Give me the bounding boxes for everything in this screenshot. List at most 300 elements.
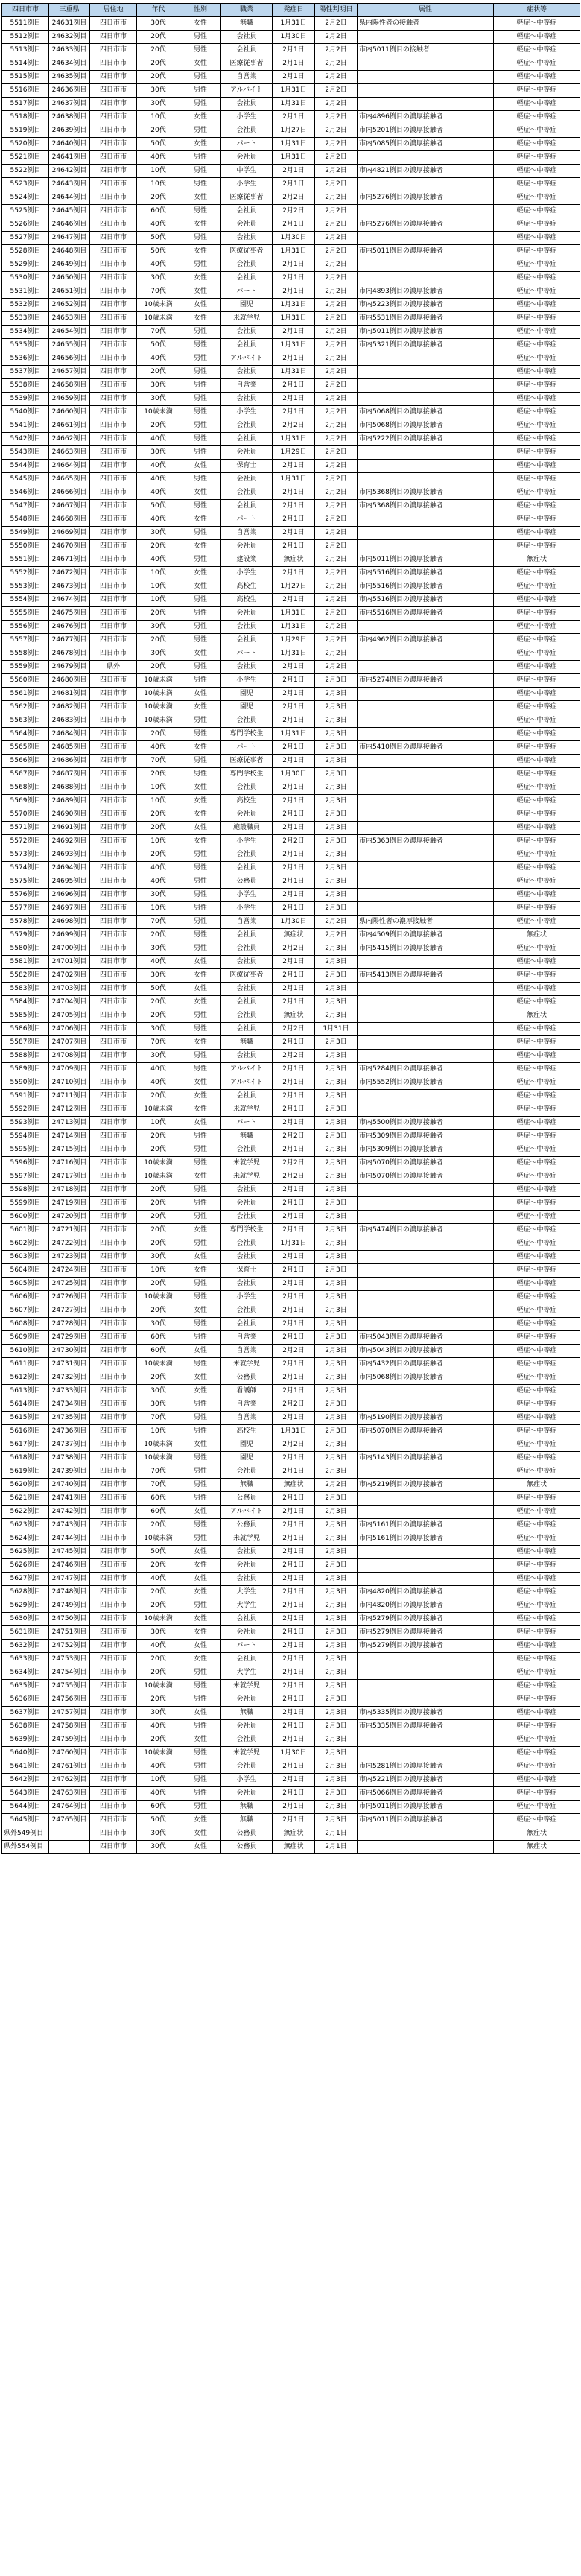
cell-occupation: 小学生 bbox=[221, 902, 273, 916]
cell-sex: 女性 bbox=[180, 647, 221, 661]
cell-symptoms: 軽症～中等症 bbox=[494, 527, 580, 540]
cell-occupation: 高校生 bbox=[221, 580, 273, 594]
cell-mie-no: 24697例目 bbox=[49, 902, 90, 916]
table-row bbox=[2, 299, 580, 312]
cell-positive-date: 2月3日 bbox=[315, 781, 358, 795]
cell-yokkaichi-no: 5611例目 bbox=[2, 1358, 49, 1371]
cell-attribute bbox=[358, 1693, 494, 1707]
cell-attribute bbox=[358, 1465, 494, 1479]
cell-sex: 男性 bbox=[180, 594, 221, 607]
cell-positive-date: 2月3日 bbox=[315, 1264, 358, 1278]
cell-symptoms: 軽症～中等症 bbox=[494, 366, 580, 379]
cell-yokkaichi-no: 5542例目 bbox=[2, 433, 49, 446]
cell-age: 30代 bbox=[137, 1398, 180, 1412]
cell-attribute: 市内5221例目の濃厚接触者 bbox=[358, 1774, 494, 1787]
cell-yokkaichi-no: 5618例目 bbox=[2, 1452, 49, 1465]
cell-yokkaichi-no: 5546例目 bbox=[2, 486, 49, 500]
cell-symptoms: 軽症～中等症 bbox=[494, 1573, 580, 1586]
table-row bbox=[2, 17, 580, 31]
cell-attribute: 市内5279例目の濃厚接触者 bbox=[358, 1640, 494, 1653]
cell-onset-date: 1月31日 bbox=[273, 312, 315, 326]
cell-occupation: 会社員 bbox=[221, 808, 273, 822]
cell-occupation: 会社員 bbox=[221, 1318, 273, 1331]
cell-yokkaichi-no: 5640例目 bbox=[2, 1747, 49, 1760]
cell-positive-date: 2月3日 bbox=[315, 1036, 358, 1050]
cell-mie-no: 24761例目 bbox=[49, 1760, 90, 1774]
cell-sex: 男性 bbox=[180, 1680, 221, 1693]
cell-occupation: 医療従事者 bbox=[221, 191, 273, 205]
cell-attribute: 市内5309例目の濃厚接触者 bbox=[358, 1130, 494, 1143]
cell-symptoms: 軽症～中等症 bbox=[494, 969, 580, 983]
cell-age: 40代 bbox=[137, 1787, 180, 1801]
cell-age: 30代 bbox=[137, 1827, 180, 1841]
cell-sex: 男性 bbox=[180, 393, 221, 406]
cell-onset-date: 2月1日 bbox=[273, 1117, 315, 1130]
cell-attribute: 市内5474例目の濃厚接触者 bbox=[358, 1224, 494, 1237]
cell-yokkaichi-no: 5541例目 bbox=[2, 419, 49, 433]
cell-attribute bbox=[358, 1251, 494, 1264]
cell-attribute: 市内5161例目の濃厚接触者 bbox=[358, 1532, 494, 1546]
cell-attribute bbox=[358, 473, 494, 486]
cell-positive-date: 2月3日 bbox=[315, 1425, 358, 1438]
cell-residence: 四日市市 bbox=[90, 1237, 137, 1251]
cell-age: 40代 bbox=[137, 1063, 180, 1076]
cell-positive-date: 2月3日 bbox=[315, 1586, 358, 1599]
cell-yokkaichi-no: 5601例目 bbox=[2, 1224, 49, 1237]
cell-onset-date: 無症状 bbox=[273, 553, 315, 567]
cell-mie-no: 24658例目 bbox=[49, 379, 90, 393]
table-row bbox=[2, 1586, 580, 1599]
cell-occupation: 会社員 bbox=[221, 218, 273, 232]
cell-positive-date: 2月2日 bbox=[315, 379, 358, 393]
cell-onset-date: 2月1日 bbox=[273, 661, 315, 674]
cell-symptoms: 軽症～中等症 bbox=[494, 500, 580, 513]
cell-mie-no: 24702例目 bbox=[49, 969, 90, 983]
cell-age: 20代 bbox=[137, 1130, 180, 1143]
cell-symptoms: 軽症～中等症 bbox=[494, 1452, 580, 1465]
cell-onset-date: 2月1日 bbox=[273, 1814, 315, 1827]
cell-onset-date: 1月31日 bbox=[273, 339, 315, 352]
cell-yokkaichi-no: 5544例目 bbox=[2, 460, 49, 473]
cell-yokkaichi-no: 5604例目 bbox=[2, 1264, 49, 1278]
cell-residence: 四日市市 bbox=[90, 1197, 137, 1211]
cell-onset-date: 2月1日 bbox=[273, 460, 315, 473]
table-row bbox=[2, 1532, 580, 1546]
cell-positive-date: 2月3日 bbox=[315, 1090, 358, 1103]
cell-sex: 女性 bbox=[180, 138, 221, 151]
cell-residence: 四日市市 bbox=[90, 527, 137, 540]
cell-occupation: 会社員 bbox=[221, 1009, 273, 1023]
cell-symptoms: 軽症～中等症 bbox=[494, 151, 580, 165]
cell-positive-date: 2月2日 bbox=[315, 916, 358, 929]
cell-occupation: 無職 bbox=[221, 1707, 273, 1720]
cell-positive-date: 2月2日 bbox=[315, 460, 358, 473]
cell-symptoms: 軽症～中等症 bbox=[494, 1157, 580, 1170]
cell-residence: 四日市市 bbox=[90, 580, 137, 594]
cell-onset-date: 1月31日 bbox=[273, 1237, 315, 1251]
cell-onset-date: 2月1日 bbox=[273, 1211, 315, 1224]
cell-onset-date: 2月2日 bbox=[273, 1157, 315, 1170]
cell-attribute bbox=[358, 1827, 494, 1841]
cell-age: 40代 bbox=[137, 1760, 180, 1774]
cell-mie-no: 24664例目 bbox=[49, 460, 90, 473]
cell-attribute: 市内5143例目の濃厚接触者 bbox=[358, 1452, 494, 1465]
cell-sex: 男性 bbox=[180, 1801, 221, 1814]
cell-occupation: 小学生 bbox=[221, 567, 273, 580]
cell-mie-no: 24738例目 bbox=[49, 1452, 90, 1465]
cell-residence: 四日市市 bbox=[90, 1009, 137, 1023]
cell-yokkaichi-no: 5644例目 bbox=[2, 1801, 49, 1814]
cell-occupation: 自営業 bbox=[221, 527, 273, 540]
cell-residence: 四日市市 bbox=[90, 1278, 137, 1291]
cell-attribute: 市内5552例目の濃厚接触者 bbox=[358, 1076, 494, 1090]
cell-occupation: 会社員 bbox=[221, 634, 273, 647]
cell-mie-no: 24750例目 bbox=[49, 1613, 90, 1626]
cell-symptoms: 軽症～中等症 bbox=[494, 1331, 580, 1345]
cell-age: 20代 bbox=[137, 1197, 180, 1211]
cell-age: 40代 bbox=[137, 1076, 180, 1090]
cell-age: 60代 bbox=[137, 1345, 180, 1358]
cell-attribute bbox=[358, 98, 494, 111]
cell-positive-date: 2月2日 bbox=[315, 607, 358, 621]
cell-positive-date: 1月31日 bbox=[315, 1023, 358, 1036]
cell-yokkaichi-no: 5584例目 bbox=[2, 996, 49, 1009]
cell-age: 40代 bbox=[137, 1573, 180, 1586]
cell-symptoms: 無症状 bbox=[494, 1827, 580, 1841]
cell-mie-no: 24739例目 bbox=[49, 1465, 90, 1479]
cell-onset-date: 2月1日 bbox=[273, 674, 315, 688]
cell-age: 20代 bbox=[137, 191, 180, 205]
cell-attribute bbox=[358, 1197, 494, 1211]
cell-positive-date: 2月2日 bbox=[315, 1479, 358, 1492]
cell-mie-no: 24724例目 bbox=[49, 1264, 90, 1278]
cell-age: 20代 bbox=[137, 1211, 180, 1224]
cell-attribute bbox=[358, 1680, 494, 1693]
cell-onset-date: 1月31日 bbox=[273, 607, 315, 621]
cell-occupation: 施設職員 bbox=[221, 822, 273, 835]
cell-onset-date: 2月1日 bbox=[273, 862, 315, 875]
cell-symptoms: 軽症～中等症 bbox=[494, 1197, 580, 1211]
cell-mie-no: 24742例目 bbox=[49, 1506, 90, 1519]
cell-attribute: 市内5363例目の濃厚接触者 bbox=[358, 835, 494, 848]
cell-mie-no: 24703例目 bbox=[49, 983, 90, 996]
cell-occupation: 会社員 bbox=[221, 339, 273, 352]
cell-onset-date: 2月1日 bbox=[273, 1506, 315, 1519]
table-row bbox=[2, 996, 580, 1009]
cell-symptoms: 軽症～中等症 bbox=[494, 258, 580, 272]
table-row bbox=[2, 1331, 580, 1345]
cell-residence: 四日市市 bbox=[90, 1023, 137, 1036]
cell-positive-date: 2月3日 bbox=[315, 1559, 358, 1573]
cell-yokkaichi-no: 5585例目 bbox=[2, 1009, 49, 1023]
cell-yokkaichi-no: 5578例目 bbox=[2, 916, 49, 929]
table-row bbox=[2, 1599, 580, 1613]
cell-symptoms: 軽症～中等症 bbox=[494, 1787, 580, 1801]
cell-residence: 四日市市 bbox=[90, 1814, 137, 1827]
cell-sex: 女性 bbox=[180, 1559, 221, 1573]
cell-mie-no: 24731例目 bbox=[49, 1358, 90, 1371]
cell-attribute bbox=[358, 540, 494, 553]
table-row bbox=[2, 1720, 580, 1733]
cell-age: 20代 bbox=[137, 1090, 180, 1103]
cell-residence: 四日市市 bbox=[90, 473, 137, 486]
cell-yokkaichi-no: 5594例目 bbox=[2, 1130, 49, 1143]
cell-onset-date: 2月2日 bbox=[273, 1023, 315, 1036]
cell-onset-date: 2月1日 bbox=[273, 393, 315, 406]
cell-symptoms: 軽症～中等症 bbox=[494, 1774, 580, 1787]
cell-occupation: 高校生 bbox=[221, 795, 273, 808]
cell-sex: 女性 bbox=[180, 822, 221, 835]
cell-residence: 四日市市 bbox=[90, 1747, 137, 1760]
cell-symptoms: 軽症～中等症 bbox=[494, 1640, 580, 1653]
cell-occupation: 会社員 bbox=[221, 1760, 273, 1774]
cell-residence: 四日市市 bbox=[90, 942, 137, 956]
cell-positive-date: 2月3日 bbox=[315, 1492, 358, 1506]
cell-mie-no: 24757例目 bbox=[49, 1707, 90, 1720]
cell-occupation: 自営業 bbox=[221, 1398, 273, 1412]
cell-symptoms: 軽症～中等症 bbox=[494, 191, 580, 205]
table-row bbox=[2, 1211, 580, 1224]
cell-onset-date: 2月1日 bbox=[273, 808, 315, 822]
cell-sex: 男性 bbox=[180, 1023, 221, 1036]
cell-sex: 男性 bbox=[180, 1760, 221, 1774]
cell-age: 10代 bbox=[137, 781, 180, 795]
cell-attribute: 市内5068例目の濃厚接触者 bbox=[358, 419, 494, 433]
cell-mie-no: 24705例目 bbox=[49, 1009, 90, 1023]
table-row bbox=[2, 1640, 580, 1653]
table-row bbox=[2, 1170, 580, 1184]
cell-sex: 男性 bbox=[180, 433, 221, 446]
cell-age: 10代 bbox=[137, 902, 180, 916]
cell-positive-date: 2月3日 bbox=[315, 1251, 358, 1264]
cell-sex: 男性 bbox=[180, 902, 221, 916]
cell-positive-date: 2月2日 bbox=[315, 232, 358, 245]
table-row bbox=[2, 714, 580, 728]
cell-occupation: 会社員 bbox=[221, 607, 273, 621]
cell-positive-date: 2月3日 bbox=[315, 688, 358, 701]
cell-age: 30代 bbox=[137, 393, 180, 406]
cell-attribute bbox=[358, 1237, 494, 1251]
cell-mie-no: 24729例目 bbox=[49, 1331, 90, 1345]
cell-mie-no: 24765例目 bbox=[49, 1814, 90, 1827]
cell-residence: 四日市市 bbox=[90, 714, 137, 728]
cell-onset-date: 2月1日 bbox=[273, 1358, 315, 1371]
cell-attribute: 県内陽性者の接触者 bbox=[358, 17, 494, 31]
cell-sex: 女性 bbox=[180, 1371, 221, 1385]
cell-onset-date: 2月2日 bbox=[273, 1398, 315, 1412]
cell-yokkaichi-no: 5606例目 bbox=[2, 1291, 49, 1304]
cell-occupation: 会社員 bbox=[221, 714, 273, 728]
cell-yokkaichi-no: 5564例目 bbox=[2, 728, 49, 741]
cell-attribute bbox=[358, 1036, 494, 1050]
cell-occupation: アルバイト bbox=[221, 84, 273, 98]
cell-mie-no: 24652例目 bbox=[49, 299, 90, 312]
cell-age: 20代 bbox=[137, 661, 180, 674]
cell-mie-no: 24692例目 bbox=[49, 835, 90, 848]
table-row bbox=[2, 1479, 580, 1492]
cell-attribute: 市内4820例目の濃厚接触者 bbox=[358, 1599, 494, 1613]
cell-attribute bbox=[358, 956, 494, 969]
cell-yokkaichi-no: 5592例目 bbox=[2, 1103, 49, 1117]
cell-onset-date: 2月1日 bbox=[273, 1774, 315, 1787]
cell-yokkaichi-no: 5587例目 bbox=[2, 1036, 49, 1050]
cell-sex: 男性 bbox=[180, 500, 221, 513]
cell-onset-date: 2月1日 bbox=[273, 540, 315, 553]
cell-age: 20代 bbox=[137, 634, 180, 647]
cell-sex: 男性 bbox=[180, 1197, 221, 1211]
table-row bbox=[2, 1626, 580, 1640]
cell-occupation: 未就学児 bbox=[221, 1170, 273, 1184]
cell-positive-date: 2月2日 bbox=[315, 205, 358, 218]
cell-age: 20代 bbox=[137, 1304, 180, 1318]
cell-age: 20代 bbox=[137, 728, 180, 741]
cell-mie-no: 24665例目 bbox=[49, 473, 90, 486]
cell-positive-date: 2月3日 bbox=[315, 835, 358, 848]
cell-sex: 女性 bbox=[180, 1264, 221, 1278]
cell-symptoms: 軽症～中等症 bbox=[494, 1036, 580, 1050]
cell-positive-date: 2月3日 bbox=[315, 1304, 358, 1318]
cell-yokkaichi-no: 5518例目 bbox=[2, 111, 49, 124]
cell-attribute: 市内5070例目の濃厚接触者 bbox=[358, 1157, 494, 1170]
cell-occupation: 建設業 bbox=[221, 553, 273, 567]
cell-occupation: 小学生 bbox=[221, 889, 273, 902]
cell-onset-date: 1月30日 bbox=[273, 232, 315, 245]
cell-age: 10代 bbox=[137, 1774, 180, 1787]
cell-residence: 四日市市 bbox=[90, 862, 137, 875]
cell-yokkaichi-no: 5552例目 bbox=[2, 567, 49, 580]
table-row bbox=[2, 433, 580, 446]
cell-mie-no: 24640例目 bbox=[49, 138, 90, 151]
cell-symptoms: 軽症～中等症 bbox=[494, 433, 580, 446]
table-body bbox=[2, 17, 580, 1854]
cell-attribute: 市内5274例目の濃厚接触者 bbox=[358, 674, 494, 688]
cell-symptoms: 軽症～中等症 bbox=[494, 1425, 580, 1438]
cell-age: 20代 bbox=[137, 1184, 180, 1197]
cell-symptoms: 軽症～中等症 bbox=[494, 1345, 580, 1358]
table-row bbox=[2, 1278, 580, 1291]
cell-age: 20代 bbox=[137, 808, 180, 822]
cell-occupation: 会社員 bbox=[221, 1693, 273, 1707]
cell-age: 20代 bbox=[137, 1143, 180, 1157]
cell-symptoms: 軽症～中等症 bbox=[494, 795, 580, 808]
cell-attribute bbox=[358, 889, 494, 902]
cell-age: 20代 bbox=[137, 1224, 180, 1237]
cell-mie-no: 24755例目 bbox=[49, 1680, 90, 1693]
cell-residence: 四日市市 bbox=[90, 688, 137, 701]
cell-occupation: 自営業 bbox=[221, 1345, 273, 1358]
cell-onset-date: 1月29日 bbox=[273, 446, 315, 460]
cell-symptoms: 軽症～中等症 bbox=[494, 178, 580, 191]
cell-positive-date: 2月3日 bbox=[315, 1774, 358, 1787]
cell-residence: 四日市市 bbox=[90, 781, 137, 795]
cell-attribute bbox=[358, 151, 494, 165]
cell-mie-no: 24716例目 bbox=[49, 1157, 90, 1170]
cell-occupation: 会社員 bbox=[221, 983, 273, 996]
cell-onset-date: 2月1日 bbox=[273, 1707, 315, 1720]
cell-age: 10代 bbox=[137, 111, 180, 124]
cell-sex: 男性 bbox=[180, 366, 221, 379]
cell-symptoms: 軽症～中等症 bbox=[494, 983, 580, 996]
cell-residence: 四日市市 bbox=[90, 1787, 137, 1801]
cell-positive-date: 2月3日 bbox=[315, 1452, 358, 1465]
cell-mie-no: 24680例目 bbox=[49, 674, 90, 688]
cell-mie-no: 24735例目 bbox=[49, 1412, 90, 1425]
cell-residence: 四日市市 bbox=[90, 124, 137, 138]
cell-residence: 四日市市 bbox=[90, 916, 137, 929]
cell-age: 40代 bbox=[137, 258, 180, 272]
cell-age: 30代 bbox=[137, 84, 180, 98]
cell-positive-date: 2月3日 bbox=[315, 956, 358, 969]
cell-sex: 女性 bbox=[180, 956, 221, 969]
cell-residence: 四日市市 bbox=[90, 1211, 137, 1224]
cell-sex: 男性 bbox=[180, 889, 221, 902]
cell-residence: 四日市市 bbox=[90, 983, 137, 996]
cell-age: 20代 bbox=[137, 929, 180, 942]
cell-symptoms: 軽症～中等症 bbox=[494, 674, 580, 688]
table-row bbox=[2, 486, 580, 500]
cell-symptoms: 軽症～中等症 bbox=[494, 889, 580, 902]
cell-yokkaichi-no: 5536例目 bbox=[2, 352, 49, 366]
cell-attribute bbox=[358, 460, 494, 473]
cell-onset-date: 1月31日 bbox=[273, 433, 315, 446]
cell-positive-date: 2月3日 bbox=[315, 701, 358, 714]
cell-symptoms: 軽症～中等症 bbox=[494, 98, 580, 111]
cell-onset-date: 2月1日 bbox=[273, 218, 315, 232]
cell-occupation: 自営業 bbox=[221, 379, 273, 393]
cell-yokkaichi-no: 5517例目 bbox=[2, 98, 49, 111]
cell-positive-date: 2月3日 bbox=[315, 1814, 358, 1827]
cell-occupation: 公務員 bbox=[221, 1827, 273, 1841]
cell-occupation: 会社員 bbox=[221, 326, 273, 339]
cell-attribute: 市内5222例目の濃厚接触者 bbox=[358, 433, 494, 446]
cell-age: 20代 bbox=[137, 44, 180, 57]
cell-sex: 女性 bbox=[180, 741, 221, 755]
table-row bbox=[2, 1130, 580, 1143]
table-row bbox=[2, 1063, 580, 1076]
cell-sex: 女性 bbox=[180, 983, 221, 996]
cell-onset-date: 2月1日 bbox=[273, 1573, 315, 1586]
cell-residence: 四日市市 bbox=[90, 1613, 137, 1626]
table-row bbox=[2, 1117, 580, 1130]
cell-sex: 男性 bbox=[180, 1184, 221, 1197]
cell-yokkaichi-no: 5556例目 bbox=[2, 621, 49, 634]
cell-occupation: 自営業 bbox=[221, 71, 273, 84]
cell-mie-no: 24693例目 bbox=[49, 848, 90, 862]
table-row bbox=[2, 124, 580, 138]
cell-occupation: 園児 bbox=[221, 1438, 273, 1452]
cell-mie-no: 24759例目 bbox=[49, 1733, 90, 1747]
cell-attribute bbox=[358, 1546, 494, 1559]
cell-yokkaichi-no: 5535例目 bbox=[2, 339, 49, 352]
cell-attribute bbox=[358, 661, 494, 674]
table-row bbox=[2, 245, 580, 258]
cell-sex: 男性 bbox=[180, 71, 221, 84]
cell-residence: 四日市市 bbox=[90, 1653, 137, 1666]
table-row bbox=[2, 983, 580, 996]
cell-mie-no: 24749例目 bbox=[49, 1599, 90, 1613]
cell-yokkaichi-no: 5631例目 bbox=[2, 1626, 49, 1640]
cell-mie-no: 24650例目 bbox=[49, 272, 90, 285]
cell-onset-date: 無症状 bbox=[273, 1479, 315, 1492]
cell-mie-no: 24677例目 bbox=[49, 634, 90, 647]
cell-residence: 四日市市 bbox=[90, 1666, 137, 1680]
cell-mie-no: 24684例目 bbox=[49, 728, 90, 741]
cell-age: 20代 bbox=[137, 540, 180, 553]
cell-symptoms: 無症状 bbox=[494, 929, 580, 942]
cell-symptoms: 軽症～中等症 bbox=[494, 165, 580, 178]
cell-age: 70代 bbox=[137, 1412, 180, 1425]
cell-onset-date: 2月1日 bbox=[273, 795, 315, 808]
